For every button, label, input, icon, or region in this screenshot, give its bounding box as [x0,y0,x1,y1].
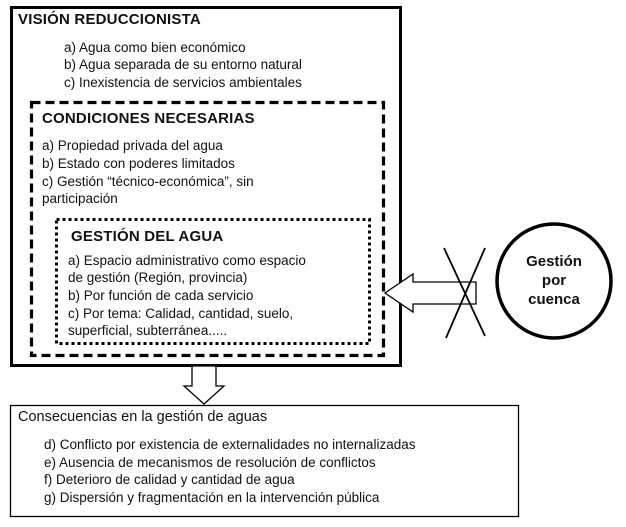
vision-item: a) Agua como bien económico [64,40,246,55]
cuenca-line: por [541,272,567,289]
gestion-item: a) Espacio administrativo como espacio [68,253,306,268]
gestion-item: c) Por tema: Calidad, cantidad, suelo, [68,306,294,321]
condiciones-title: CONDICIONES NECESARIAS [42,110,255,127]
down-block-arrow [184,366,224,404]
gestion-item: de gestión (Región, provincia) [68,270,248,285]
gestion-title: GESTIÓN DEL AGUA [71,228,224,245]
condiciones-item: b) Estado con poderes limitados [42,156,235,171]
left-block-arrow [385,274,476,312]
cuenca-label [504,252,604,309]
consecuencias-item: g) Dispersión y fragmentación en la intervención pública [44,490,380,505]
consecuencias-item: f) Deterioro de calidad y cantidad de agua [44,472,295,487]
gestion-item: b) Por función de cada servicio [68,288,254,303]
consecuencias-title: Consecuencias en la gestión de aguas [18,409,268,425]
condiciones-item: participación [42,191,118,206]
consecuencias-item: d) Conflicto por existencia de externalidades no internalizadas [44,437,416,452]
vision-title: VISIÓN REDUCCIONISTA [18,11,201,28]
cuenca-line: cuenca [528,291,580,308]
condiciones-item: c) Gestión “técnico-económica”, sin [42,174,254,189]
gestion-item: superficial, subterránea..... [68,323,228,338]
condiciones-item: a) Propiedad privada del agua [42,138,223,153]
vision-item: b) Agua separada de su entorno natural [64,57,302,72]
cuenca-line: Gestión [526,253,582,270]
consecuencias-item: e) Ausencia de mecanismos de resolución de conflictos [44,455,376,470]
vision-item: c) Inexistencia de servicios ambientales [64,75,302,90]
